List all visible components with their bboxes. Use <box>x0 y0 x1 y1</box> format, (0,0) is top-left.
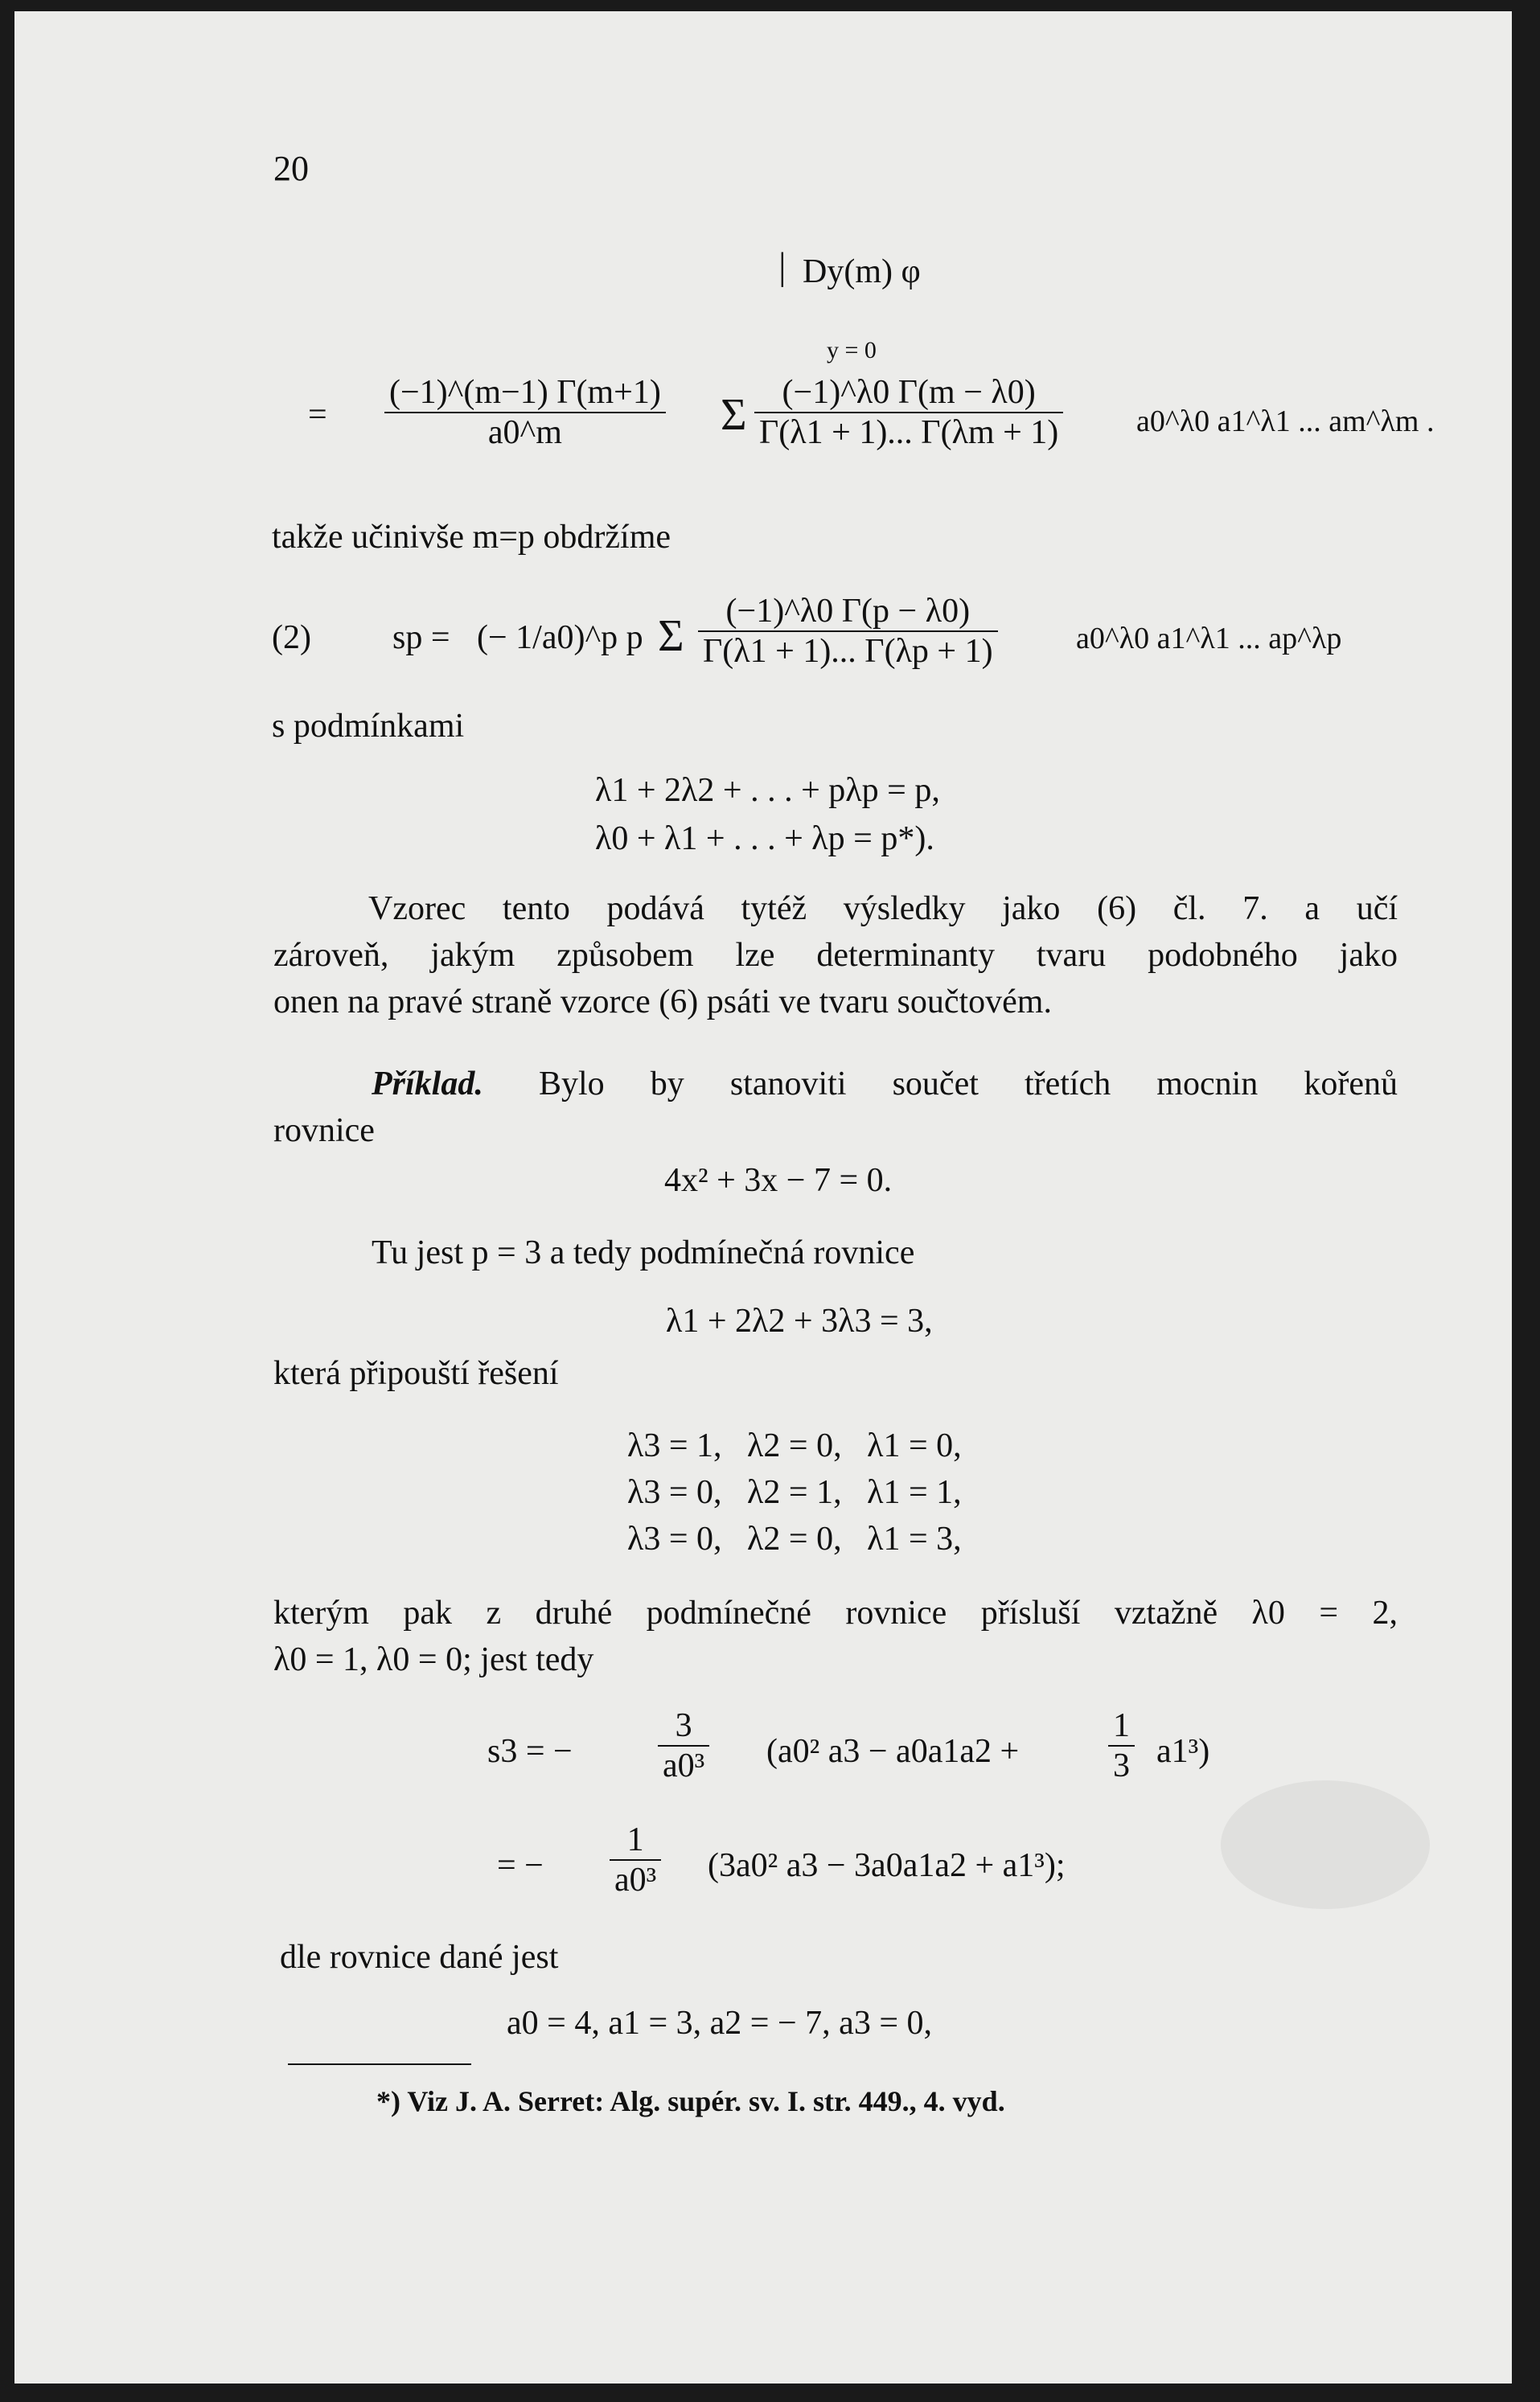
result-1-frac-den: a0³ <box>663 1747 705 1784</box>
example-line-1: Bylo by stanoviti součet třetích mocnin kořenů <box>539 1066 1398 1102</box>
line-tu: Tu jest p = 3 a tedy podmínečná rovnice <box>372 1234 915 1271</box>
formula-2-lhs: sp = <box>392 619 450 656</box>
line-kterym-2: λ0 = 1, λ0 = 0; jest tedy <box>273 1641 594 1678</box>
condition-1: λ1 + 2λ2 + . . . + pλp = p, <box>595 772 940 809</box>
formula-2-den: Γ(λ1 + 1)... Γ(λp + 1) <box>703 633 993 670</box>
paragraph-line-2: zároveň, jakým způsobem lze determinanty tvaru podobného jako <box>273 937 1398 974</box>
result-1-inner-den: 3 <box>1113 1747 1130 1784</box>
formula-2-factor: (− 1/a0)^p p <box>477 619 643 656</box>
equation-condition: λ1 + 2λ2 + 3λ3 = 3, <box>666 1303 933 1340</box>
result-1-inner-num: 1 <box>1108 1706 1135 1747</box>
result-2-frac-num: 1 <box>610 1821 661 1861</box>
result-2-lhs: = − <box>497 1847 544 1884</box>
formula-top-sum: Σ <box>721 390 747 440</box>
line-takze: takže učinivše m=p obdržíme <box>272 519 671 556</box>
example-label: Příklad. <box>372 1066 483 1102</box>
formula-2-tail: a0^λ0 a1^λ1 ... ap^λp <box>1076 622 1342 655</box>
formula-2-num: (−1)^λ0 Γ(p − λ0) <box>698 592 998 632</box>
scan-smudge <box>1221 1780 1430 1909</box>
page-number: 20 <box>273 149 309 188</box>
formula-top-den2: Γ(λ1 + 1)... Γ(λm + 1) <box>759 414 1059 451</box>
line-dle: dle rovnice dané jest <box>280 1939 559 1976</box>
formula-top-num2: (−1)^λ0 Γ(m − λ0) <box>754 373 1063 413</box>
result-2-frac-den: a0³ <box>614 1862 657 1899</box>
result-1-frac-num: 3 <box>658 1706 709 1747</box>
paragraph-line-3: onen na pravé straně vzorce (6) psáti ve tvaru součtovém. <box>273 983 1052 1020</box>
formula-top-fraction-1 <box>384 373 666 452</box>
paragraph-line-1: Vzorec tento podává tytéž výsledky jako (6) čl. 7. a učí <box>368 890 1398 927</box>
integral-expression: Dy(m) φ <box>803 253 921 290</box>
footnote: *) Viz J. A. Serret: Alg. supér. sv. I. str. 449., 4. vyd. <box>376 2085 1005 2117</box>
result-1-fraction <box>658 1706 709 1785</box>
result-1-inner-fraction <box>1108 1706 1135 1785</box>
condition-2: λ0 + λ1 + . . . + λp = p*). <box>595 820 934 857</box>
formula-top-fraction-2 <box>754 373 1063 452</box>
equation-main: 4x² + 3x − 7 = 0. <box>664 1162 893 1199</box>
integral-limit: y = 0 <box>827 337 877 363</box>
formula-top-num1: (−1)^(m−1) Γ(m+1) <box>384 373 666 413</box>
formula-2-fraction <box>698 592 998 671</box>
footnote-rule <box>288 2063 471 2065</box>
formula-top-tail: a0^λ0 a1^λ1 ... am^λm . <box>1136 404 1435 438</box>
scanned-page <box>14 11 1512 2384</box>
values-line: a0 = 4, a1 = 3, a2 = − 7, a3 = 0, <box>507 2005 932 2042</box>
formula-2-sum: Σ <box>658 611 684 661</box>
line-kterym-1: kterým pak z druhé podmínečné rovnice přísluší vztažně λ0 = 2, <box>273 1595 1398 1632</box>
result-1-end: a1³) <box>1156 1733 1210 1770</box>
line-podminky: s podmínkami <box>272 708 465 745</box>
formula-top-equals: = <box>308 396 327 433</box>
solution-3: λ3 = 0, λ2 = 0, λ1 = 3, <box>627 1521 962 1558</box>
line-ktera: která připouští řešení <box>273 1355 559 1392</box>
solution-1: λ3 = 1, λ2 = 0, λ1 = 0, <box>627 1427 962 1464</box>
result-1-lhs: s3 = − <box>487 1733 573 1770</box>
integral-bar: | <box>778 245 786 288</box>
result-1-body: (a0² a3 − a0a1a2 + <box>766 1733 1020 1770</box>
result-2-fraction <box>610 1821 661 1899</box>
result-2-body: (3a0² a3 − 3a0a1a2 + a1³); <box>708 1847 1066 1884</box>
formula-top-den1: a0^m <box>487 414 562 451</box>
formula-2-label: (2) <box>272 619 311 656</box>
solution-2: λ3 = 0, λ2 = 1, λ1 = 1, <box>627 1474 962 1511</box>
example-line-2: rovnice <box>273 1112 375 1149</box>
